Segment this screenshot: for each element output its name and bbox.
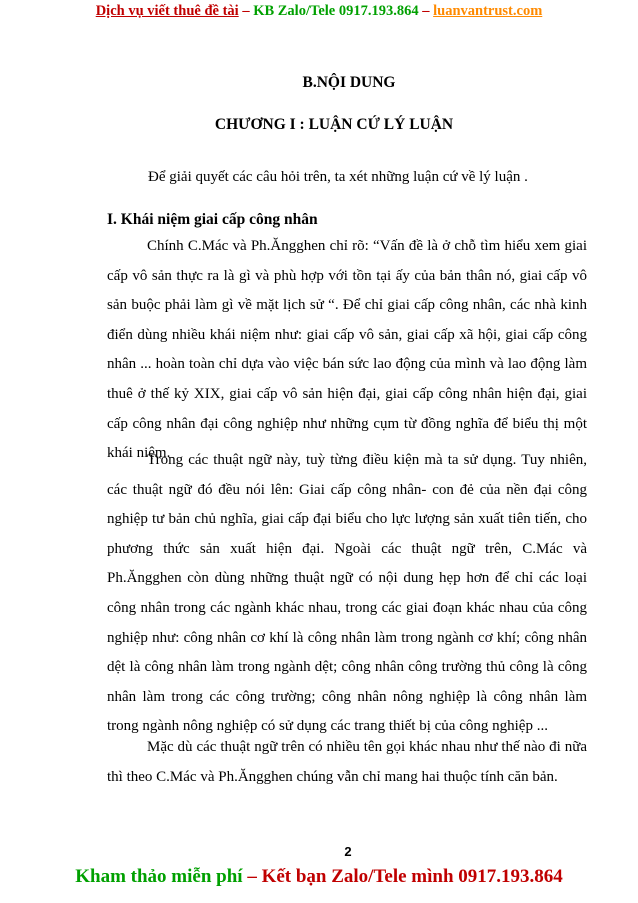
top-promo-banner (0, 3, 638, 20)
chapter-heading: CHƯƠNG I : LUẬN CỨ LÝ LUẬN (214, 116, 454, 133)
footer-contact-text: Kết bạn Zalo/Tele mình 0917.193.864 (261, 866, 563, 887)
bottom-promo-banner (0, 866, 638, 888)
intro-sentence: Để giải quyết các câu hỏi trên, ta xét những luận cứ về lý luận . (148, 169, 528, 185)
banner-service-link[interactable]: Dịch vụ viết thuê đề tài (95, 3, 239, 19)
body-paragraph: Mặc dù các thuật ngữ trên có nhiều tên gọi khác nhau như thế nào đi nữa thì theo C.Mác và Ph.Ăngghen chúng vẫn chỉ mang hai thuộc tính căn bản. (107, 739, 587, 785)
banner-separator: – (238, 3, 254, 19)
section-heading: B.NỘI DUNG (302, 74, 396, 91)
body-paragraph: Chính C.Mác và Ph.Ăngghen chỉ rõ: “Vấn đề là ở chỗ tìm hiểu xem giai cấp vô sản thực ra là gì và phù hợp với tồn tại ấy của bản thân nó, giai cấp vô sản buộc phải làm gì về mặt lịch sử “. Để chỉ giai cấp công nhân, các nhà kinh điển dùng nhiều khái niệm như: giai cấp vô sản, giai cấp xã hội, giai cấp công nhân ... hoàn toàn chỉ dựa vào việc bán sức lao động của mình và lao động làm thuê ở thế kỷ XIX, giai cấp vô sản hiện đại, giai cấp công nhân hiện đại, giai cấp công nhân đại công nghiệp như những cụm từ đồng nghĩa để biểu thị một khái niệm. (107, 238, 587, 462)
footer-free-reference-text: Kham thảo miễn phí (75, 866, 243, 887)
footer-separator: – (242, 866, 262, 887)
page-number: 2 (344, 844, 352, 859)
banner-website-link[interactable]: luanvantrust.com (433, 3, 543, 19)
subheading: I. Khái niệm giai cấp công nhân (107, 211, 318, 228)
banner-separator: – (418, 3, 434, 19)
body-paragraph: Trong các thuật ngữ này, tuỳ từng điều kiện mà ta sử dụng. Tuy nhiên, các thuật ngữ đó đều nói lên: Giai cấp công nhân- con đẻ của nền đại công nghiệp tư bản chủ nghĩa, giai cấp đại biểu cho lực lượng sản xuất tiên tiến, cho phương thức sản xuất hiện đại. Ngoài các thuật ngữ trên, C.Mác và Ph.Ăngghen còn dùng những thuật ngữ có nội dung hẹp hơn để chỉ các loại công nhân trong các ngành khác nhau, trong các giai đoạn khác nhau của công nghiệp như: công nhân cơ khí là công nhân làm trong ngành cơ khí; công nhân dệt là công nhân làm trong ngành dệt; công nhân công trường thủ công là công nhân làm trong các công trường; công nhân nông nghiệp là công nhân làm trong ngành nông nghiệp có sử dụng các trang thiết bị của công nghiệp ... (107, 452, 587, 735)
banner-contact-text: KB Zalo/Tele 0917.193.864 (253, 3, 419, 19)
